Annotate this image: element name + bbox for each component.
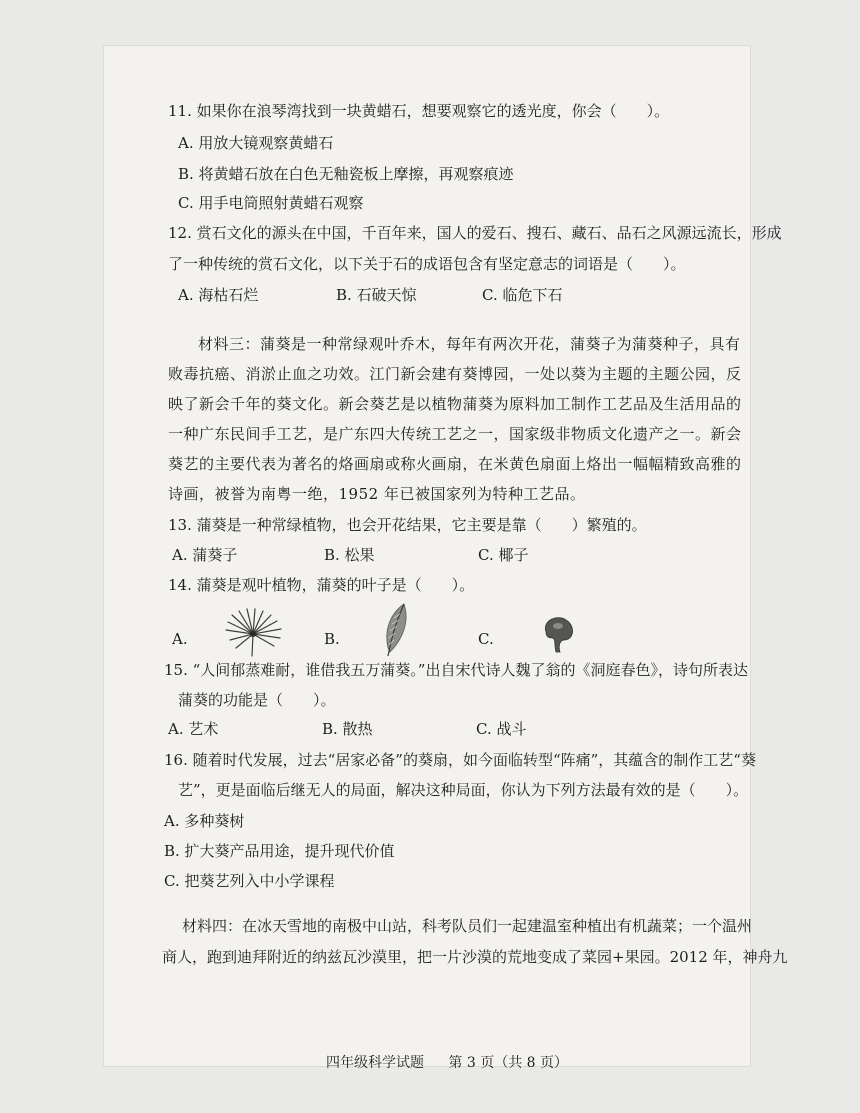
material-4-line1: 材料四：在冰天雪地的南极中山站，科考队员们一起建温室种植出有机蔬菜；一个温州 (182, 917, 753, 935)
question-16-stem-line1: 16. 随着时代发展，过去“居家必备”的葵扇，如今面临转型“阵痛”，其蕴含的制作工艺“葵 (164, 751, 756, 769)
question-16-option-b: B. 扩大葵产品用途，提升现代价值 (164, 842, 395, 860)
question-15-options (168, 714, 708, 745)
question-15-stem-line1: 15. “人间郁蒸难耐，谁借我五万蒲葵。”出自宋代诗人魏了翁的《洞庭春色》，诗句所表达 (164, 661, 748, 679)
question-14-stem: 14. 蒲葵是观叶植物，蒲葵的叶子是（ ）。 (168, 576, 475, 594)
question-12-stem-line2: 了一种传统的赏石文化，以下关于石的成语包含有坚定意志的词语是（ ）。 (168, 255, 686, 273)
fan-palm-leaf-icon (222, 608, 284, 658)
question-13-options (172, 540, 712, 571)
question-11-option-b: B. 将黄蜡石放在白色无釉瓷板上摩擦，再观察痕迹 (178, 165, 514, 183)
footer-page-number: 第 3 页（共 8 页） (448, 1055, 569, 1071)
material-4-line2: 商人，跑到迪拜附近的纳兹瓦沙漠里，把一片沙漠的荒地变成了菜园+果园。2012 年，神舟九 (162, 948, 788, 966)
question-12-stem-line1: 12. 赏石文化的源头在中国，千百年来，国人的爱石、搜石、藏石、品石之风源远流长，形成 (168, 224, 782, 242)
question-11-option-a: A. 用放大镜观察黄蜡石 (178, 134, 334, 152)
question-11-stem: 11. 如果你在浪琴湾找到一块黄蜡石，想要观察它的透光度，你会（ ）。 (168, 102, 670, 120)
question-15-option-b: B. 散热 (322, 720, 373, 738)
question-13-option-c: C. 椰子 (478, 546, 529, 564)
question-15-option-c: C. 战斗 (476, 720, 527, 738)
exam-page (104, 46, 788, 1071)
show-through-text (144, 176, 157, 195)
question-13-stem: 13. 蒲葵是一种常绿植物，也会开花结果，它主要是靠（ ）繁殖的。 (168, 516, 647, 534)
material-3-paragraph: 材料三：蒲葵是一种常绿观叶乔木，每年有两次开花，蒲葵子为蒲葵种子，具有败毒抗癌、消淤止血之功效。江门新会建有葵博园，一处以葵为主题的主题公园，反映了新会千年的葵文化。新会葵艺是以植物蒲葵为原料加工制作工艺品及生活用品的一种广东民间手工艺，是广东四大传统工艺之一，国家级非物质文化遗产之一。新会葵艺的主要代表为著名的烙画扇或称火画扇，在米黄色扇面上烙出一幅幅精致高雅的诗画，被誉为南粤一绝，1952 年已被国家列为特种工艺品。 (168, 335, 742, 503)
question-16-option-a: A. 多种葵树 (164, 812, 245, 830)
question-13-option-b: B. 松果 (324, 546, 375, 564)
footer-subject: 四年级科学试题 (325, 1055, 424, 1071)
question-16-option-c: C. 把葵艺列入中小学课程 (164, 872, 335, 890)
question-13-option-a: A. 蒲葵子 (172, 546, 238, 564)
question-14-option-c: C. (478, 630, 494, 648)
question-12-options (178, 280, 718, 311)
feather-leaf-icon (380, 602, 414, 658)
question-12-option-c: C. 临危下石 (482, 286, 563, 304)
question-12-option-a: A. 海枯石烂 (178, 286, 259, 304)
question-14-option-b: B. (324, 630, 340, 648)
question-11-option-c: C. 用手电筒照射黄蜡石观察 (178, 194, 364, 212)
question-15-stem-line2: 蒲葵的功能是（ ）。 (178, 691, 336, 709)
question-12-option-b: B. 石破天惊 (336, 286, 417, 304)
question-15-option-a: A. 艺术 (168, 720, 219, 738)
question-14-option-a: A. (172, 630, 188, 648)
lotus-leaf-icon (536, 610, 582, 656)
question-16-stem-line2: 艺”，更是面临后继无人的局面，解决这种局面，你认为下列方法最有效的是（ ）。 (178, 781, 749, 799)
page-footer (144, 1052, 750, 1072)
